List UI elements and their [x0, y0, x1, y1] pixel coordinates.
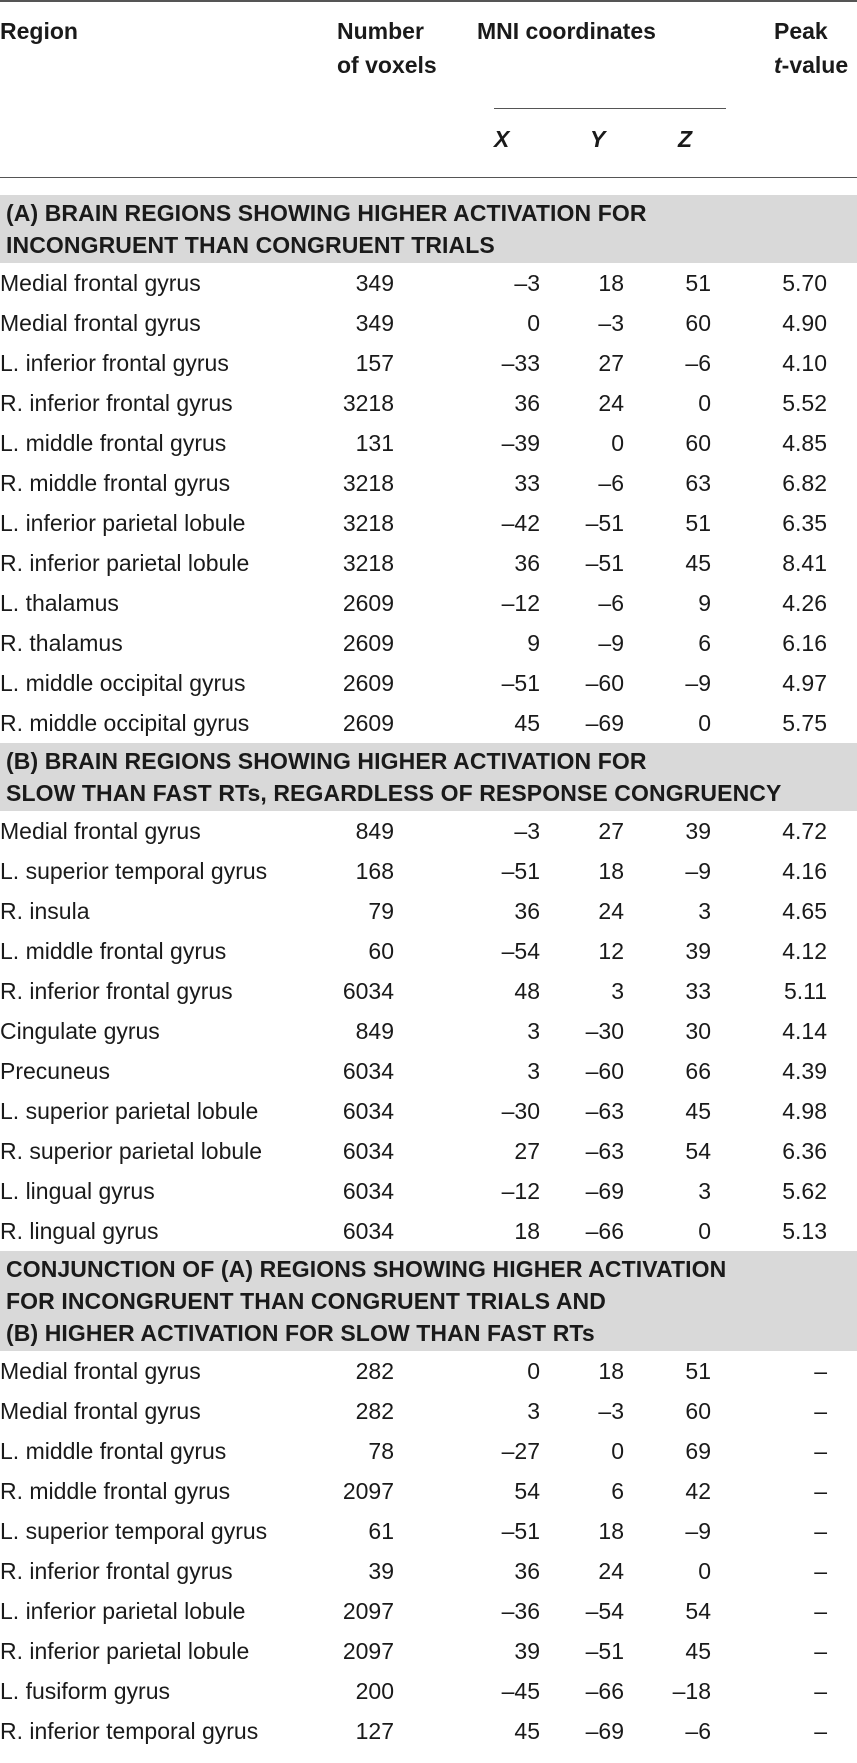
section-heading-line: SLOW THAN FAST RTs, REGARDLESS OF RESPONSE CONGRUENCY — [6, 780, 782, 806]
cell-y: 18 — [598, 270, 624, 296]
cell-x: –51 — [501, 1518, 540, 1544]
header-rule — [0, 177, 857, 178]
section-heading — [0, 1251, 857, 1351]
header-region: Region — [0, 18, 78, 44]
cell-y: 27 — [598, 350, 624, 376]
cell-voxels: 849 — [355, 818, 394, 844]
table-row — [0, 623, 857, 663]
cell-peak-t: 4.39 — [782, 1058, 827, 1084]
cell-z: 51 — [685, 270, 711, 296]
section-heading — [0, 743, 857, 811]
table-row — [0, 423, 857, 463]
cell-peak-t: 6.82 — [782, 470, 827, 496]
cell-z: 0 — [698, 1218, 711, 1244]
cell-x: 48 — [514, 978, 540, 1004]
header-peak-rest: -value — [781, 52, 849, 78]
section-heading — [0, 195, 857, 263]
cell-voxels: 200 — [355, 1678, 394, 1704]
table-row — [0, 663, 857, 703]
cell-y: 27 — [598, 818, 624, 844]
cell-y: 3 — [611, 978, 624, 1004]
cell-x: 3 — [527, 1398, 540, 1424]
cell-x: 36 — [514, 550, 540, 576]
cell-voxels: 61 — [368, 1518, 394, 1544]
cell-voxels: 3218 — [342, 470, 394, 496]
header-x: X — [494, 126, 510, 152]
table-row — [0, 1131, 857, 1171]
table-row — [0, 1091, 857, 1131]
cell-region: R. middle frontal gyrus — [0, 470, 231, 496]
cell-peak-t: 4.16 — [782, 858, 827, 884]
cell-peak-t: 6.36 — [782, 1138, 827, 1164]
cell-z: 45 — [685, 1098, 711, 1124]
cell-peak-t: 5.75 — [782, 710, 827, 736]
cell-x: 27 — [514, 1138, 540, 1164]
cell-voxels: 127 — [355, 1718, 394, 1744]
cell-z: 54 — [685, 1138, 711, 1164]
cell-region: R. lingual gyrus — [0, 1218, 159, 1244]
cell-z: –6 — [685, 350, 711, 376]
cell-region: Medial frontal gyrus — [0, 1398, 201, 1424]
cell-peak-t: – — [814, 1398, 827, 1424]
cell-x: –27 — [501, 1438, 540, 1464]
section-heading-line: FOR INCONGRUENT THAN CONGRUENT TRIALS AND — [6, 1288, 606, 1314]
cell-z: –9 — [685, 1518, 711, 1544]
cell-region: R. inferior frontal gyrus — [0, 978, 233, 1004]
header-voxels — [337, 14, 437, 82]
cell-voxels: 2609 — [342, 630, 394, 656]
cell-peak-t: 4.97 — [782, 670, 827, 696]
cell-z: 60 — [685, 430, 711, 456]
cell-peak-t: 6.35 — [782, 510, 827, 536]
table-row — [0, 1471, 857, 1511]
cell-voxels: 282 — [355, 1398, 394, 1424]
cell-z: 0 — [698, 1558, 711, 1584]
cell-x: –12 — [501, 590, 540, 616]
cell-peak-t: – — [814, 1558, 827, 1584]
cell-voxels: 349 — [355, 310, 394, 336]
table-row — [0, 1171, 857, 1211]
cell-voxels: 2609 — [342, 670, 394, 696]
cell-voxels: 39 — [368, 1558, 394, 1584]
section-heading-line: (A) BRAIN REGIONS SHOWING HIGHER ACTIVATION FOR — [6, 200, 647, 226]
cell-voxels: 60 — [368, 938, 394, 964]
cell-voxels: 3218 — [342, 550, 394, 576]
cell-z: 63 — [685, 470, 711, 496]
table-row — [0, 583, 857, 623]
cell-x: –54 — [501, 938, 540, 964]
cell-z: 33 — [685, 978, 711, 1004]
cell-x: –42 — [501, 510, 540, 536]
cell-peak-t: – — [814, 1598, 827, 1624]
cell-region: R. inferior frontal gyrus — [0, 1558, 233, 1584]
cell-region: L. inferior frontal gyrus — [0, 350, 229, 376]
cell-region: R. inferior parietal lobule — [0, 550, 250, 576]
cell-z: 66 — [685, 1058, 711, 1084]
cell-z: 0 — [698, 710, 711, 736]
table-row — [0, 503, 857, 543]
cell-y: 18 — [598, 1518, 624, 1544]
cell-peak-t: 4.85 — [782, 430, 827, 456]
cell-z: 39 — [685, 818, 711, 844]
cell-voxels: 131 — [355, 430, 394, 456]
cell-peak-t: – — [814, 1518, 827, 1544]
cell-x: –51 — [501, 670, 540, 696]
cell-x: 9 — [527, 630, 540, 656]
cell-region: L. superior parietal lobule — [0, 1098, 259, 1124]
cell-x: –3 — [514, 818, 540, 844]
cell-y: 18 — [598, 858, 624, 884]
cell-voxels: 349 — [355, 270, 394, 296]
cell-region: Medial frontal gyrus — [0, 310, 201, 336]
cell-x: –12 — [501, 1178, 540, 1204]
cell-x: 18 — [514, 1218, 540, 1244]
table-row — [0, 1011, 857, 1051]
cell-z: –6 — [685, 1718, 711, 1744]
cell-region: L. lingual gyrus — [0, 1178, 155, 1204]
table-row — [0, 1351, 857, 1391]
cell-voxels: 6034 — [342, 978, 394, 1004]
cell-z: –9 — [685, 670, 711, 696]
cell-z: –18 — [672, 1678, 711, 1704]
cell-peak-t: – — [814, 1678, 827, 1704]
cell-x: –30 — [501, 1098, 540, 1124]
cell-x: 3 — [527, 1018, 540, 1044]
cell-region: L. superior temporal gyrus — [0, 858, 268, 884]
header-voxels-line2: of voxels — [337, 52, 437, 78]
cell-peak-t: 5.52 — [782, 390, 827, 416]
cell-voxels: 6034 — [342, 1058, 394, 1084]
cell-region: R. insula — [0, 898, 90, 924]
cell-peak-t: 4.10 — [782, 350, 827, 376]
cell-region: Medial frontal gyrus — [0, 270, 201, 296]
table-row — [0, 891, 857, 931]
cell-y: 24 — [598, 1558, 624, 1584]
section-heading-line: (B) HIGHER ACTIVATION FOR SLOW THAN FAST RTs — [6, 1320, 595, 1346]
cell-x: 36 — [514, 898, 540, 924]
cell-peak-t: 5.11 — [783, 978, 827, 1004]
cell-region: R. superior parietal lobule — [0, 1138, 263, 1164]
cell-y: 18 — [598, 1358, 624, 1384]
cell-z: 51 — [685, 510, 711, 536]
table-row — [0, 343, 857, 383]
section-heading-line: (B) BRAIN REGIONS SHOWING HIGHER ACTIVATION FOR — [6, 748, 647, 774]
table-row — [0, 383, 857, 423]
cell-peak-t: 5.62 — [782, 1178, 827, 1204]
cell-y: 0 — [611, 1438, 624, 1464]
cell-x: 36 — [514, 390, 540, 416]
cell-y: –66 — [585, 1678, 624, 1704]
cell-x: –3 — [514, 270, 540, 296]
table-row — [0, 1431, 857, 1471]
cell-peak-t: – — [814, 1438, 827, 1464]
cell-voxels: 157 — [355, 350, 394, 376]
cell-x: –36 — [501, 1598, 540, 1624]
table-row — [0, 463, 857, 503]
cell-y: –63 — [585, 1098, 624, 1124]
cell-peak-t: – — [814, 1478, 827, 1504]
cell-x: 36 — [514, 1558, 540, 1584]
cell-peak-t: 8.41 — [782, 550, 827, 576]
cell-voxels: 282 — [355, 1358, 394, 1384]
header-voxels-line1: Number — [337, 18, 424, 44]
cell-voxels: 6034 — [342, 1138, 394, 1164]
cell-z: 45 — [685, 550, 711, 576]
table-row — [0, 703, 857, 743]
cell-x: 39 — [514, 1638, 540, 1664]
table-row — [0, 851, 857, 891]
table-row — [0, 263, 857, 303]
cell-peak-t: 4.65 — [782, 898, 827, 924]
section-heading-line: CONJUNCTION OF (A) REGIONS SHOWING HIGHER ACTIVATION — [6, 1256, 727, 1282]
cell-y: –3 — [598, 310, 624, 336]
cell-x: –33 — [501, 350, 540, 376]
cell-z: 3 — [698, 898, 711, 924]
cell-y: 24 — [598, 390, 624, 416]
cell-y: –60 — [585, 670, 624, 696]
cell-peak-t: – — [814, 1638, 827, 1664]
cell-region: Cingulate gyrus — [0, 1018, 160, 1044]
table-row — [0, 1591, 857, 1631]
cell-region: L. thalamus — [0, 590, 119, 616]
cell-y: –69 — [585, 1178, 624, 1204]
cell-x: 0 — [527, 310, 540, 336]
cell-y: –63 — [585, 1138, 624, 1164]
cell-z: –9 — [685, 858, 711, 884]
cell-z: 45 — [685, 1638, 711, 1664]
table-row — [0, 1051, 857, 1091]
cell-voxels: 3218 — [342, 390, 394, 416]
cell-peak-t: 5.70 — [782, 270, 827, 296]
table-row — [0, 1551, 857, 1591]
cell-y: 12 — [598, 938, 624, 964]
table-row — [0, 303, 857, 343]
cell-voxels: 6034 — [342, 1178, 394, 1204]
header-peak-t: t — [774, 52, 782, 78]
header-peak-line1: Peak — [774, 18, 828, 44]
cell-region: R. middle occipital gyrus — [0, 710, 250, 736]
table-row — [0, 971, 857, 1011]
cell-z: 39 — [685, 938, 711, 964]
cell-peak-t: 4.72 — [782, 818, 827, 844]
cell-z: 42 — [685, 1478, 711, 1504]
cell-region: Medial frontal gyrus — [0, 818, 201, 844]
cell-x: 3 — [527, 1058, 540, 1084]
cell-peak-t: 4.98 — [782, 1098, 827, 1124]
cell-y: –9 — [598, 630, 624, 656]
table-row — [0, 1671, 857, 1711]
table-row — [0, 1511, 857, 1551]
cell-z: 3 — [698, 1178, 711, 1204]
cell-z: 69 — [685, 1438, 711, 1464]
table-row — [0, 931, 857, 971]
cell-x: 33 — [514, 470, 540, 496]
top-rule — [0, 0, 857, 2]
cell-x: –51 — [501, 858, 540, 884]
cell-region: L. middle frontal gyrus — [0, 430, 227, 456]
cell-voxels: 6034 — [342, 1218, 394, 1244]
cell-z: 54 — [685, 1598, 711, 1624]
cell-y: –30 — [585, 1018, 624, 1044]
cell-x: 45 — [514, 1718, 540, 1744]
cell-voxels: 2609 — [342, 710, 394, 736]
cell-region: L. middle frontal gyrus — [0, 1438, 227, 1464]
cell-z: 0 — [698, 390, 711, 416]
cell-y: –6 — [598, 590, 624, 616]
cell-y: –51 — [585, 1638, 624, 1664]
cell-region: L. inferior parietal lobule — [0, 1598, 246, 1624]
cell-y: –3 — [598, 1398, 624, 1424]
cell-peak-t: – — [814, 1718, 827, 1744]
cell-x: 45 — [514, 710, 540, 736]
cell-voxels: 6034 — [342, 1098, 394, 1124]
header-peak — [774, 14, 848, 82]
table-row — [0, 1211, 857, 1251]
cell-x: –45 — [501, 1678, 540, 1704]
cell-voxels: 2097 — [342, 1598, 394, 1624]
cell-voxels: 849 — [355, 1018, 394, 1044]
cell-x: 54 — [514, 1478, 540, 1504]
cell-region: L. inferior parietal lobule — [0, 510, 246, 536]
cell-region: L. middle frontal gyrus — [0, 938, 227, 964]
cell-z: 30 — [685, 1018, 711, 1044]
cell-voxels: 2609 — [342, 590, 394, 616]
cell-region: R. inferior frontal gyrus — [0, 390, 233, 416]
cell-region: R. middle frontal gyrus — [0, 1478, 231, 1504]
cell-y: 0 — [611, 430, 624, 456]
header-z: Z — [678, 126, 693, 152]
cell-region: L. superior temporal gyrus — [0, 1518, 268, 1544]
cell-voxels: 79 — [368, 898, 394, 924]
cell-voxels: 2097 — [342, 1638, 394, 1664]
table-row — [0, 543, 857, 583]
cell-peak-t: – — [814, 1358, 827, 1384]
cell-voxels: 168 — [355, 858, 394, 884]
table-row — [0, 1391, 857, 1431]
cell-region: L. middle occipital gyrus — [0, 670, 246, 696]
cell-region: R. inferior temporal gyrus — [0, 1718, 259, 1744]
cell-y: 6 — [611, 1478, 624, 1504]
header-y: Y — [590, 126, 606, 152]
cell-y: 24 — [598, 898, 624, 924]
cell-y: –51 — [585, 510, 624, 536]
cell-peak-t: 4.12 — [782, 938, 827, 964]
cell-z: 6 — [698, 630, 711, 656]
cell-z: 51 — [685, 1358, 711, 1384]
cell-peak-t: 4.90 — [782, 310, 827, 336]
cell-x: 0 — [527, 1358, 540, 1384]
cell-y: –66 — [585, 1218, 624, 1244]
cell-y: –60 — [585, 1058, 624, 1084]
cell-y: –51 — [585, 550, 624, 576]
cell-z: 9 — [698, 590, 711, 616]
cell-region: R. thalamus — [0, 630, 123, 656]
cell-peak-t: 4.26 — [782, 590, 827, 616]
cell-x: –39 — [501, 430, 540, 456]
cell-z: 60 — [685, 310, 711, 336]
mni-rule — [494, 108, 726, 109]
cell-y: –69 — [585, 1718, 624, 1744]
header-peak-line2 — [774, 48, 848, 82]
cell-region: R. inferior parietal lobule — [0, 1638, 250, 1664]
cell-y: –54 — [585, 1598, 624, 1624]
cell-peak-t: 6.16 — [782, 630, 827, 656]
cell-voxels: 3218 — [342, 510, 394, 536]
cell-y: –69 — [585, 710, 624, 736]
cell-region: Medial frontal gyrus — [0, 1358, 201, 1384]
cell-peak-t: 5.13 — [782, 1218, 827, 1244]
table-row — [0, 1631, 857, 1671]
cell-y: –6 — [598, 470, 624, 496]
table-row — [0, 811, 857, 851]
header-mni: MNI coordinates — [477, 18, 656, 44]
table-body — [0, 195, 857, 1751]
table-row — [0, 1711, 857, 1751]
cell-z: 60 — [685, 1398, 711, 1424]
cell-peak-t: 4.14 — [782, 1018, 827, 1044]
cell-region: L. fusiform gyrus — [0, 1678, 170, 1704]
cell-region: Precuneus — [0, 1058, 110, 1084]
cell-voxels: 2097 — [342, 1478, 394, 1504]
section-heading-line: INCONGRUENT THAN CONGRUENT TRIALS — [6, 232, 495, 258]
cell-voxels: 78 — [368, 1438, 394, 1464]
